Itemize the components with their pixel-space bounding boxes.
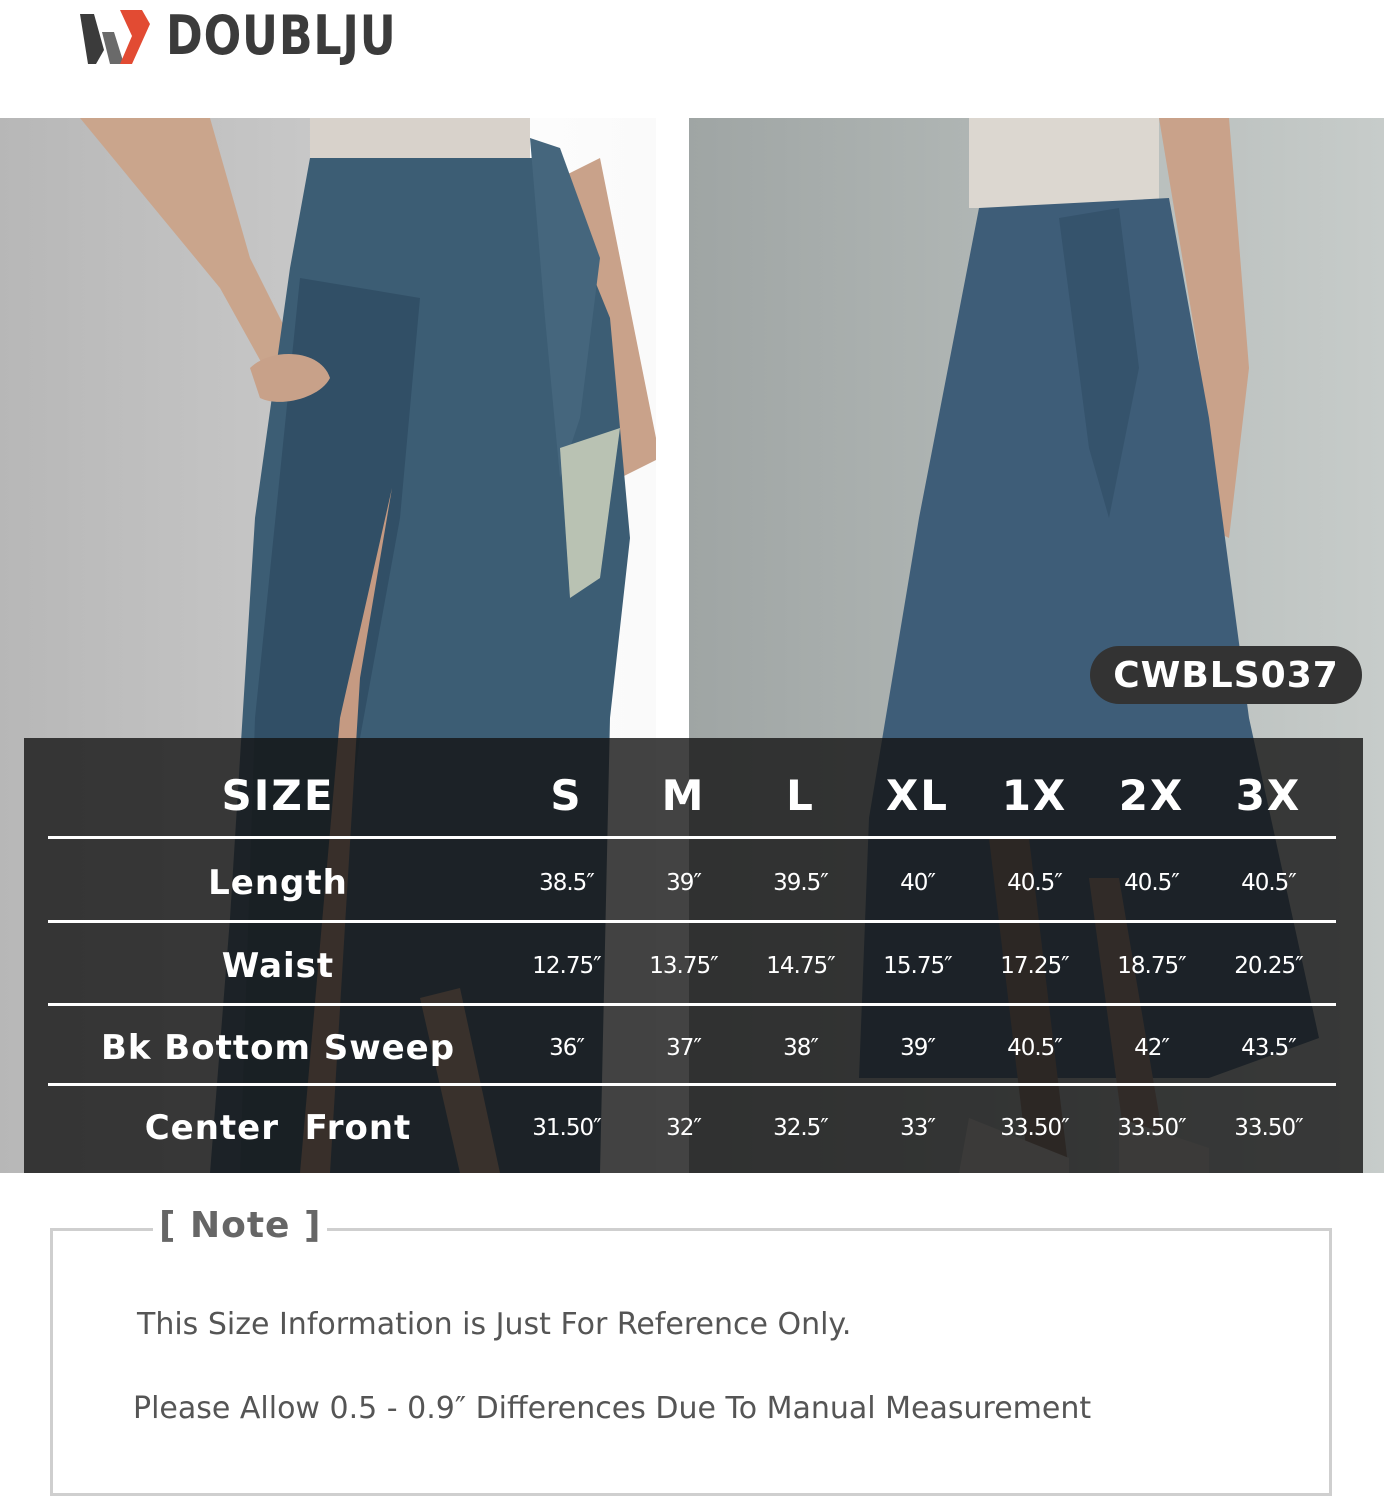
table-cell: 38″ [783,1035,818,1061]
table-divider [48,1083,1336,1086]
size-header-label: SIZE [221,770,335,820]
note-title: [ Note ] [153,1205,327,1246]
table-cell: 17.25″ [1000,953,1069,979]
table-cell: 40.5″ [1007,1035,1062,1061]
table-cell: 12.75″ [532,953,601,979]
table-cell: 39.5″ [773,870,828,896]
table-cell: 15.75″ [883,953,952,979]
size-chart-header-row [48,756,1336,834]
note-line-reference: This Size Information is Just For Reference Only. [137,1307,852,1342]
row-label-bk-bottom-sweep: Bk Bottom Sweep [100,1028,456,1068]
product-code-badge: CWBLS037 [1090,646,1362,704]
table-cell: 33.50″ [1234,1115,1303,1141]
table-cell: 40.5″ [1007,870,1062,896]
size-s: S [550,770,583,820]
note-line-measurement: Please Allow 0.5 - 0.9″ Differences Due To Manual Measurement [133,1391,1092,1426]
table-cell: 38.5″ [539,870,594,896]
doublju-logo-icon [80,6,152,66]
table-cell: 33″ [900,1115,935,1141]
size-3x: 3X [1235,770,1302,820]
table-cell: 20.25″ [1234,953,1303,979]
table-cell: 42″ [1134,1035,1169,1061]
size-l: L [786,770,815,820]
row-label-waist: Waist [221,946,335,986]
size-1x: 1X [1001,770,1068,820]
table-cell: 37″ [666,1035,701,1061]
table-cell: 40.5″ [1241,870,1296,896]
size-m: M [661,770,706,820]
table-cell: 36″ [549,1035,584,1061]
table-cell: 40″ [900,870,935,896]
table-cell: 32″ [666,1115,701,1141]
table-cell: 43.5″ [1241,1035,1296,1061]
brand-logo [80,4,447,68]
size-2x: 2X [1118,770,1185,820]
table-divider [48,1003,1336,1006]
table-divider [48,920,1336,923]
row-label-center-front: Center Front [144,1108,412,1148]
table-row [48,1090,1336,1166]
table-cell: 32.5″ [773,1115,828,1141]
table-cell: 40.5″ [1124,870,1179,896]
size-xl: XL [885,770,950,820]
note-box [50,1205,1332,1496]
table-cell: 14.75″ [766,953,835,979]
table-row [48,926,1336,1006]
brand-name: DOUBLJU [166,4,397,67]
table-cell: 31.50″ [532,1115,601,1141]
table-cell: 33.50″ [1000,1115,1069,1141]
table-row [48,1010,1336,1086]
size-chart [24,738,1363,1173]
table-cell: 39″ [666,870,701,896]
table-cell: 33.50″ [1117,1115,1186,1141]
table-cell: 18.75″ [1117,953,1186,979]
row-label-length: Length [208,863,348,903]
table-divider [48,836,1336,839]
table-row [48,844,1336,922]
table-cell: 13.75″ [649,953,718,979]
table-cell: 39″ [900,1035,935,1061]
